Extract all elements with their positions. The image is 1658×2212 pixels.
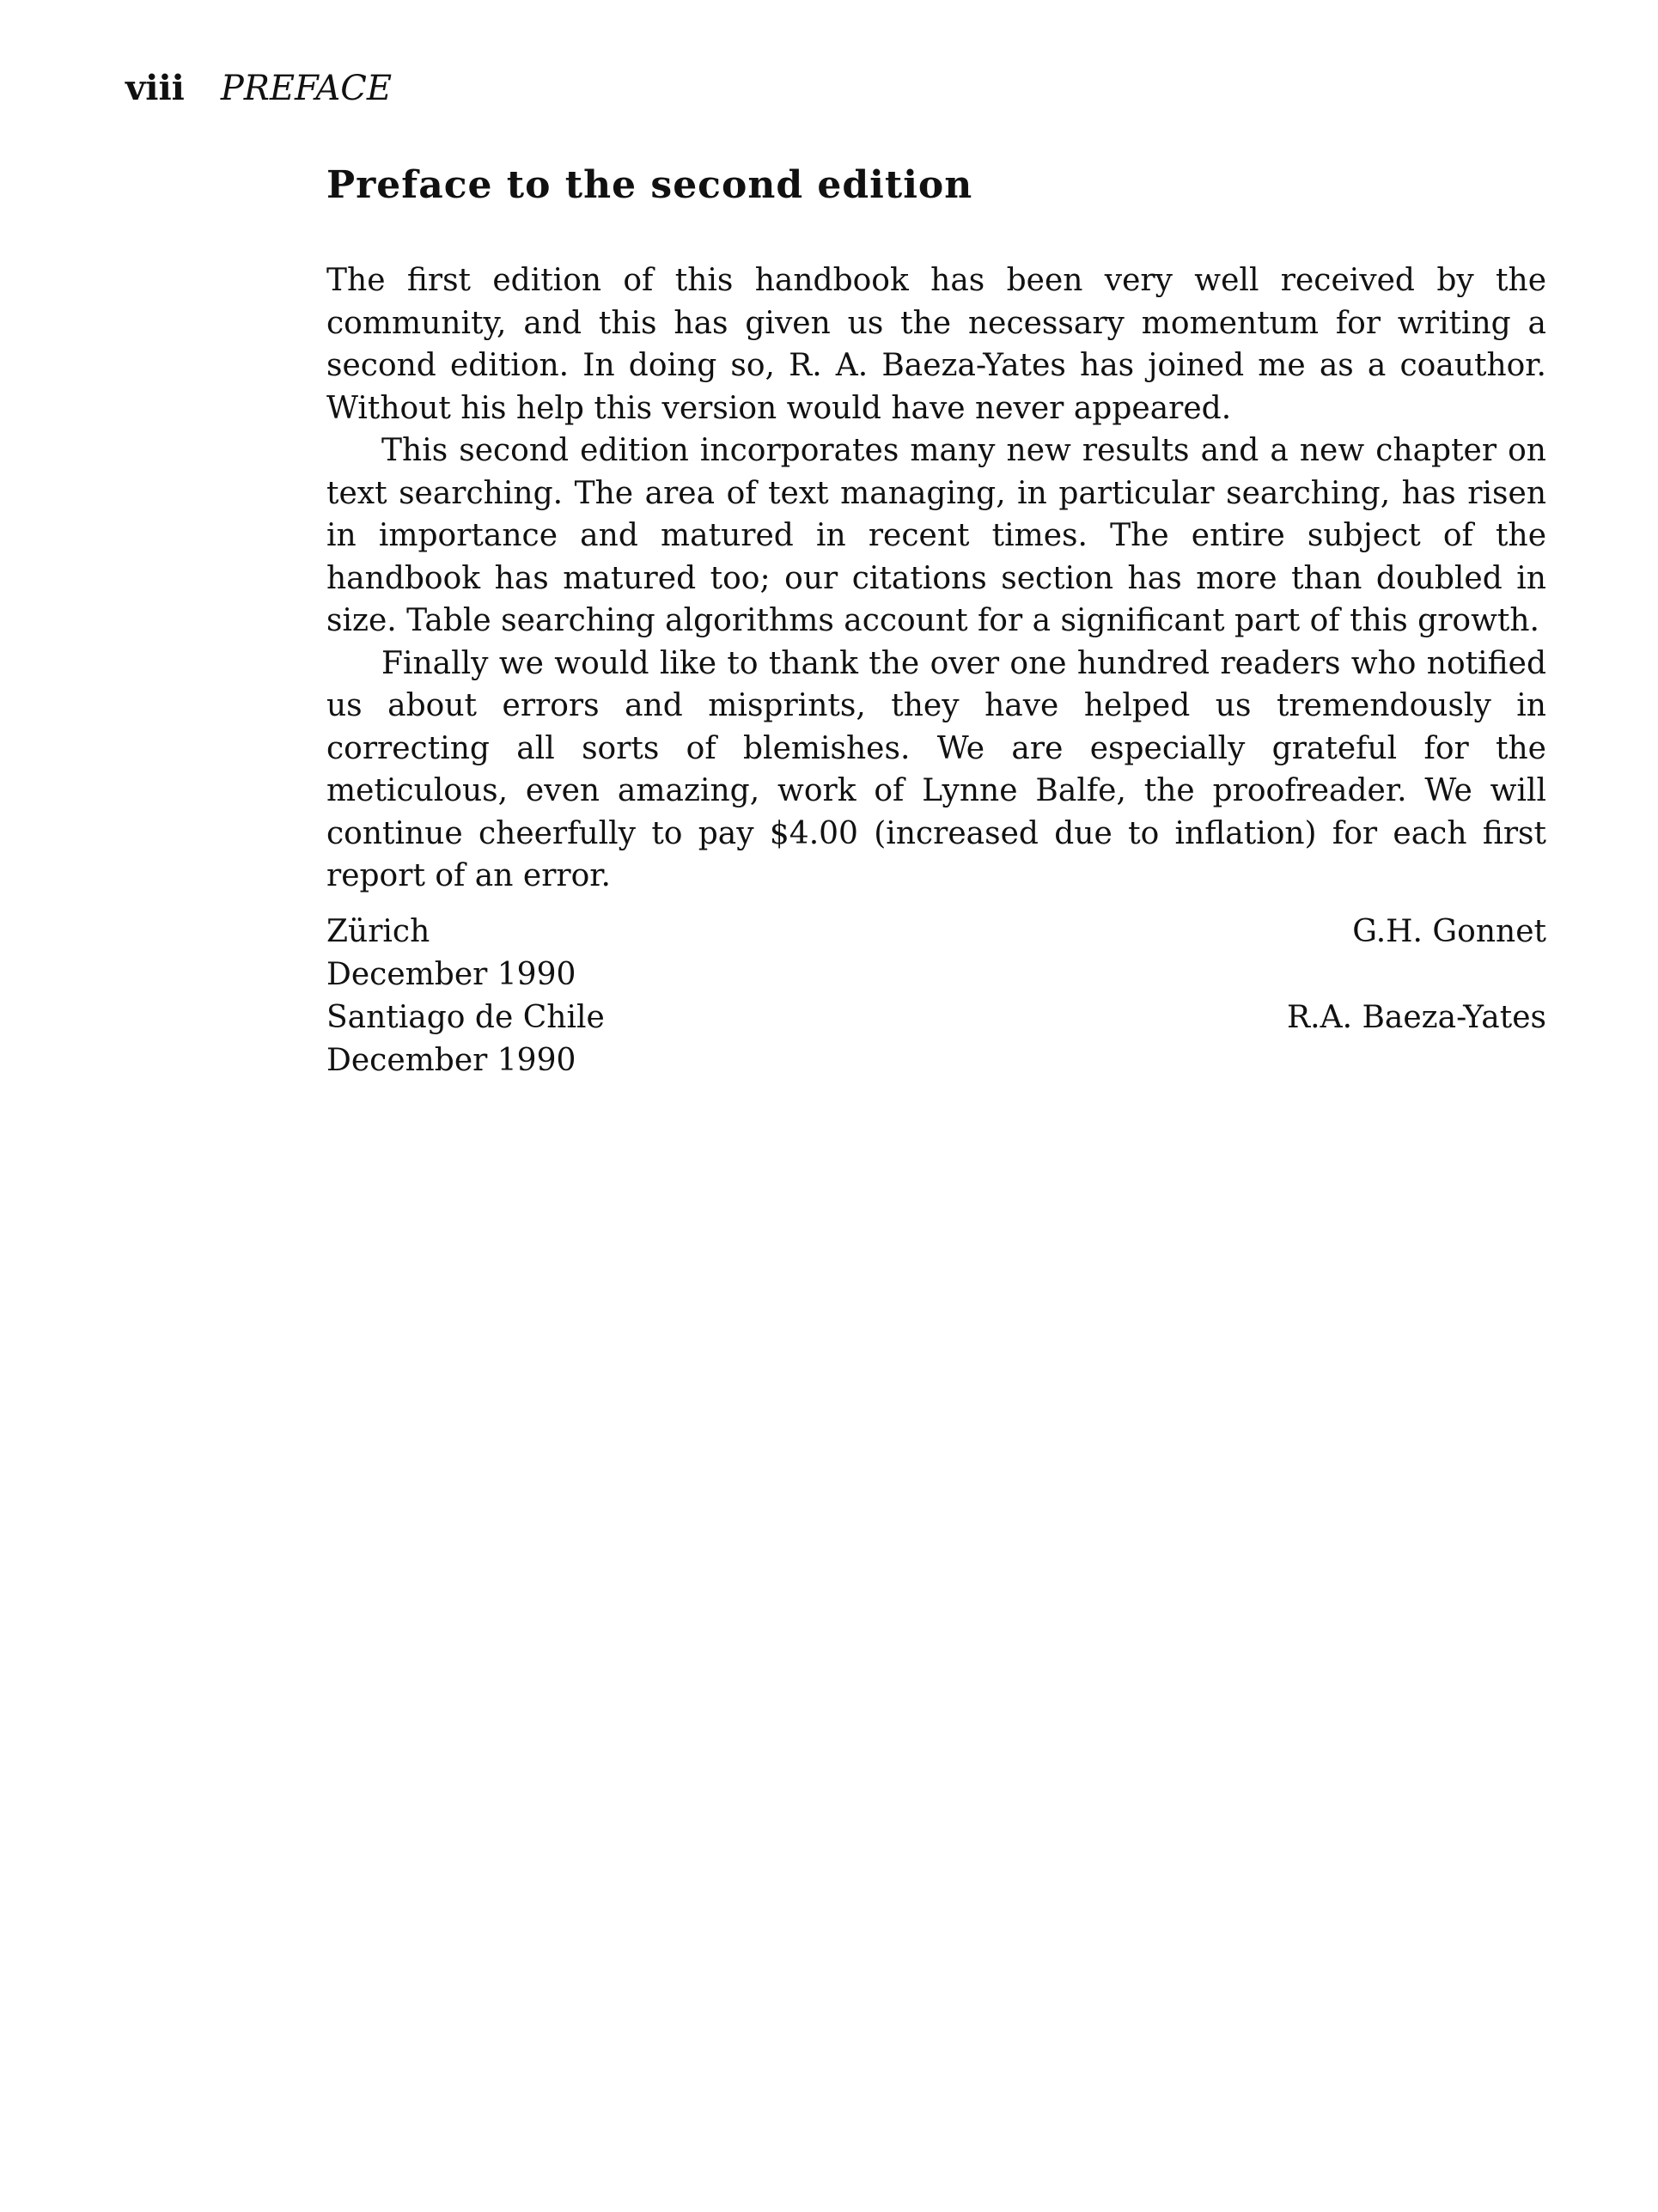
running-title: PREFACE <box>220 69 393 108</box>
signature-date: December 1990 <box>326 1043 576 1078</box>
signature-row <box>326 996 1546 1082</box>
section-title: Preface to the second edition <box>326 163 973 207</box>
signature-row <box>326 911 1546 996</box>
signature-name: R.A. Baeza-Yates <box>1287 1000 1546 1035</box>
signature-block <box>326 911 1546 1082</box>
paragraph: Finally we would like to thank the over one hundred readers who notified us about errors and misprints, they have helped us tremendously in correcting all sorts of blemishes. We are especially grateful for the meticulous, even amazing, work of Lynne Balfe, the proofreader. We will continue cheerfully to pay $4.00 (increased due to inflation) for each first report of an error. <box>326 645 1546 893</box>
paragraph: The first edition of this handbook has been very well received by the community, and this has given us the necessary momentum for writing a second edition. In doing so, R. A. Baeza-Yates has joined me as a coauthor. Without his help this version would have never appeared. <box>326 263 1546 426</box>
signature-place: Zürich <box>326 914 430 949</box>
preface-body <box>326 259 1546 898</box>
page-number: viii <box>125 68 185 108</box>
paragraph: This second edition incorporates many new results and a new chapter on text searching. The area of text managing, in particular searching, has risen in importance and matured in recent times. The entire subject of the handbook has matured too; our citations section has more than doubled in size. Table searching algorithms account for a significant part of this growth. <box>326 433 1546 638</box>
signature-name: G.H. Gonnet <box>1352 914 1546 949</box>
signature-place-date <box>326 911 576 996</box>
signature-place: Santiago de Chile <box>326 1000 605 1035</box>
signature-place-date <box>326 996 605 1082</box>
running-head <box>125 67 392 110</box>
signature-date: December 1990 <box>326 957 576 992</box>
